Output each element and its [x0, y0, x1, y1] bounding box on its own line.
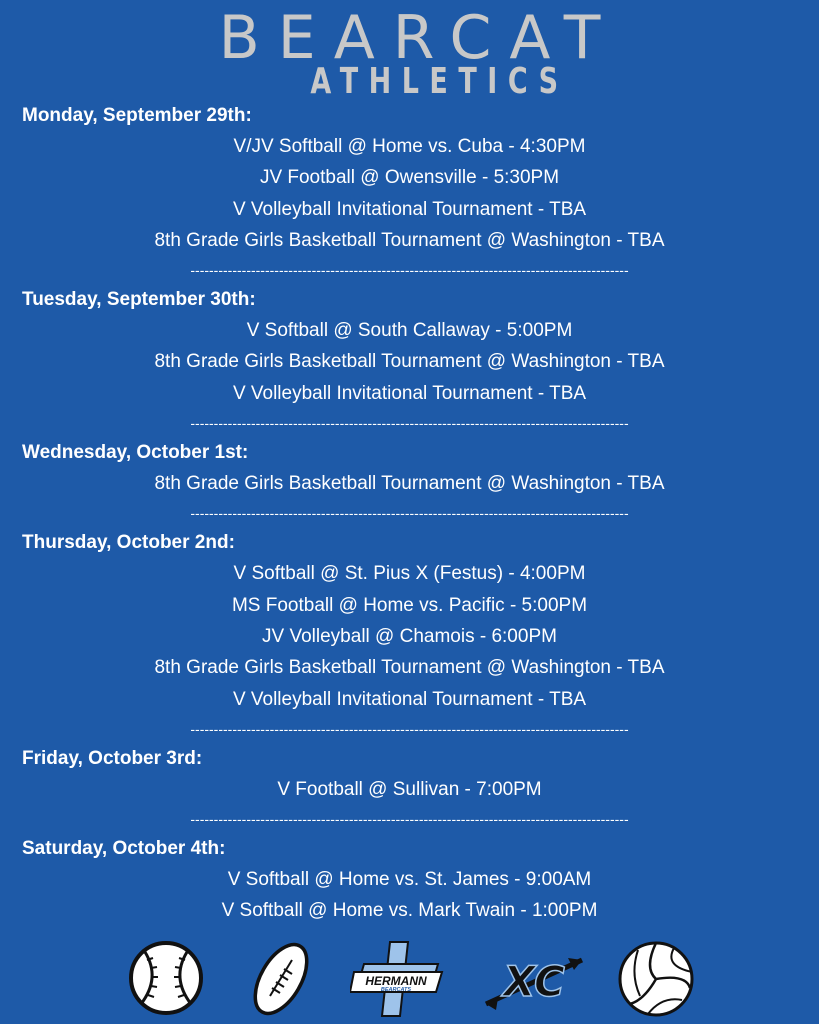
day-heading-wednesday: Wednesday, October 1st: [22, 442, 249, 464]
schedule [0, 100, 819, 927]
event: 8th Grade Girls Basketball Tournament @ Washington - TBA [154, 657, 665, 679]
logo-tag: BEARCATS [380, 987, 412, 993]
divider: ---------------------------------------------------------------------------------------------- [190, 720, 629, 737]
event: V Volleyball Invitational Tournament - TBA [232, 198, 587, 220]
event: V/JV Softball @ Home vs. Cuba - 4:30PM [233, 136, 586, 157]
divider: ---------------------------------------------------------------------------------------------- [190, 262, 629, 279]
page-subtitle: ATHLETICS [310, 61, 569, 102]
event: MS Football @ Home vs. Pacific - 5:00PM [231, 594, 588, 616]
event: 8th Grade Girls Basketball Tournament @ Washington - TBA [154, 351, 665, 373]
day-heading-friday: Friday, October 3rd: [22, 747, 203, 769]
event: V Softball @ St. Pius X (Festus) - 4:00PM [233, 563, 586, 585]
football-icon [248, 938, 314, 1020]
event: 8th Grade Girls Basketball Tournament @ Washington - TBA [154, 229, 665, 251]
cross-country-icon [478, 938, 590, 1020]
divider: ---------------------------------------------------------------------------------------------- [190, 415, 629, 432]
softball-icon [127, 938, 205, 1018]
day-heading-saturday: Saturday, October 4th: [22, 838, 226, 860]
event: V Softball @ Home vs. St. James - 9:00AM [227, 869, 592, 891]
event: JV Football @ Owensville - 5:30PM [259, 167, 560, 189]
sport-icons [0, 938, 819, 1024]
event: V Volleyball Invitational Tournament - TBA [232, 382, 587, 404]
xc-text: XC [503, 957, 565, 1006]
hermann-logo-icon [350, 938, 446, 1020]
event: V Softball @ Home vs. Mark Twain - 1:00PM [221, 900, 598, 922]
event: V Volleyball Invitational Tournament - TBA [232, 688, 587, 710]
volleyball-icon [616, 938, 696, 1020]
event: V Football @ Sullivan - 7:00PM [277, 778, 542, 800]
event: V Softball @ South Callaway - 5:00PM [246, 320, 573, 342]
divider: ---------------------------------------------------------------------------------------------- [190, 811, 629, 828]
event: 8th Grade Girls Basketball Tournament @ Washington - TBA [154, 473, 665, 495]
page-title: BEARCAT [218, 3, 619, 73]
day-heading-tuesday: Tuesday, September 30th: [22, 289, 256, 311]
day-heading-thursday: Thursday, October 2nd: [22, 532, 235, 554]
event: JV Volleyball @ Chamois - 6:00PM [262, 625, 557, 647]
logo-name: HERMANN [365, 974, 427, 988]
day-heading-monday: Monday, September 29th: [22, 105, 252, 126]
divider: ---------------------------------------------------------------------------------------------- [190, 505, 629, 522]
